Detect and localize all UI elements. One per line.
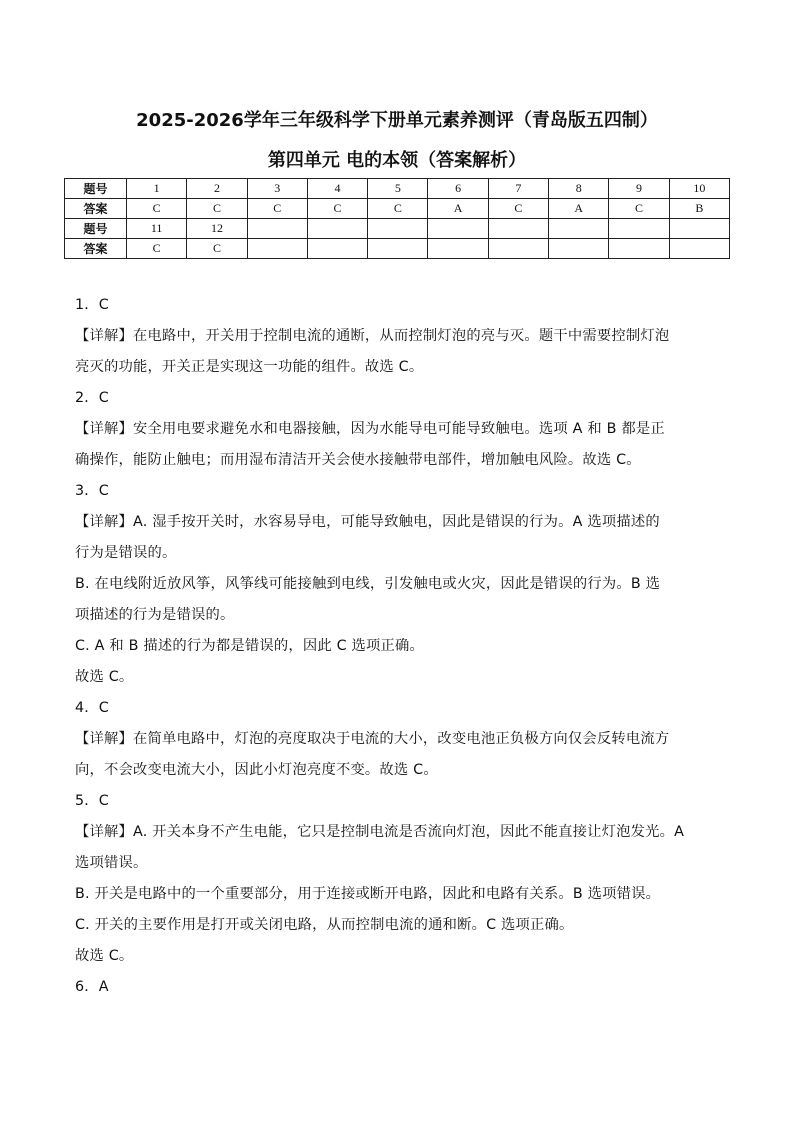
answer-cell: 4	[307, 179, 367, 199]
answer-cell: B	[669, 199, 729, 219]
answer-cell	[609, 239, 669, 259]
text-line: 亮灭的功能，开关正是实现这一功能的组件。故选 C。	[75, 359, 424, 375]
answer-cell	[368, 219, 428, 239]
text-line: C. 开关的主要作用是打开或关闭电路，从而控制电流的通和断。C 选项正确。	[75, 917, 574, 933]
row-header: 题号	[65, 179, 127, 199]
answer-cell: 7	[488, 179, 548, 199]
text-line: 2．C	[75, 390, 109, 406]
answer-cell: 3	[247, 179, 307, 199]
text-line: 3．C	[75, 483, 109, 499]
text-line: 故选 C。	[75, 948, 134, 964]
answer-cell: 11	[127, 219, 187, 239]
answer-cell: 8	[549, 179, 609, 199]
text-line: 行为是错误的。	[75, 545, 177, 561]
row-header: 答案	[65, 239, 127, 259]
answer-cell: 2	[187, 179, 247, 199]
text-line: 1．C	[75, 297, 109, 313]
answer-cell: C	[247, 199, 307, 219]
answer-cell: C	[368, 199, 428, 219]
text-line: 故选 C。	[75, 669, 134, 685]
answer-table-row	[65, 239, 730, 259]
answer-cell: C	[187, 199, 247, 219]
answer-cell	[368, 239, 428, 259]
answer-cell: 10	[669, 179, 729, 199]
answer-cell	[488, 219, 548, 239]
answer-cell: C	[488, 199, 548, 219]
answer-cell	[488, 239, 548, 259]
document-subtitle: 第四单元 电的本领（答案解析）	[267, 150, 527, 171]
text-line: 【详解】安全用电要求避免水和电器接触，因为水能导电可能导致触电。选项 A 和 B 都是正	[75, 421, 665, 437]
text-line: 项描述的行为是错误的。	[75, 607, 235, 623]
answer-cell	[247, 219, 307, 239]
answer-table-row	[65, 219, 730, 239]
answer-cell: 9	[609, 179, 669, 199]
answer-cell	[549, 219, 609, 239]
answer-cell	[247, 239, 307, 259]
text-line: 6．A	[75, 979, 109, 995]
answer-cell	[669, 239, 729, 259]
answer-cell	[428, 219, 488, 239]
answer-table-row	[65, 199, 730, 219]
answer-cell: C	[609, 199, 669, 219]
answer-cell: C	[127, 199, 187, 219]
answer-cell: 6	[428, 179, 488, 199]
document-title: 2025-2026学年三年级科学下册单元素养测评（青岛版五四制）	[136, 110, 658, 131]
answer-cell	[307, 239, 367, 259]
answer-cell: A	[428, 199, 488, 219]
answer-cell: 12	[187, 219, 247, 239]
answer-cell: 5	[368, 179, 428, 199]
answer-cell: 1	[127, 179, 187, 199]
answer-explanations	[75, 290, 753, 1003]
answer-cell	[549, 239, 609, 259]
answer-table-row	[65, 179, 730, 199]
answer-table	[64, 178, 730, 259]
row-header: 题号	[65, 219, 127, 239]
answer-cell: A	[549, 199, 609, 219]
text-line: 【详解】在简单电路中，灯泡的亮度取决于电流的大小，改变电池正负极方向仅会反转电流方	[75, 731, 670, 747]
answer-cell	[307, 219, 367, 239]
text-line: B. 开关是电路中的一个重要部分，用于连接或断开电路，因此和电路有关系。B 选项错误。	[75, 886, 661, 902]
text-line: 确操作，能防止触电；而用湿布清洁开关会使水接触带电部件，增加触电风险。故选 C。	[75, 452, 641, 468]
answer-cell	[609, 219, 669, 239]
row-header: 答案	[65, 199, 127, 219]
text-line: 5．C	[75, 793, 109, 809]
answer-cell: C	[127, 239, 187, 259]
answer-cell: C	[307, 199, 367, 219]
answer-cell	[428, 239, 488, 259]
text-line: 【详解】在电路中，开关用于控制电流的通断，从而控制灯泡的亮与灭。题干中需要控制灯泡	[75, 328, 670, 344]
text-line: 【详解】A. 湿手按开关时，水容易导电，可能导致触电，因此是错误的行为。A 选项描述的	[75, 514, 660, 530]
text-line: B. 在电线附近放风筝，风筝线可能接触到电线，引发触电或火灾，因此是错误的行为。B 选	[75, 576, 661, 592]
answer-cell	[669, 219, 729, 239]
answer-cell: C	[187, 239, 247, 259]
text-line: C. A 和 B 描述的行为都是错误的，因此 C 选项正确。	[75, 638, 425, 654]
text-line: 选项错误。	[75, 855, 148, 871]
text-line: 4．C	[75, 700, 109, 716]
text-line: 向，不会改变电流大小，因此小灯泡亮度不变。故选 C。	[75, 762, 438, 778]
text-line: 【详解】A. 开关本身不产生电能，它只是控制电流是否流向灯泡，因此不能直接让灯泡发光。A	[75, 824, 685, 840]
